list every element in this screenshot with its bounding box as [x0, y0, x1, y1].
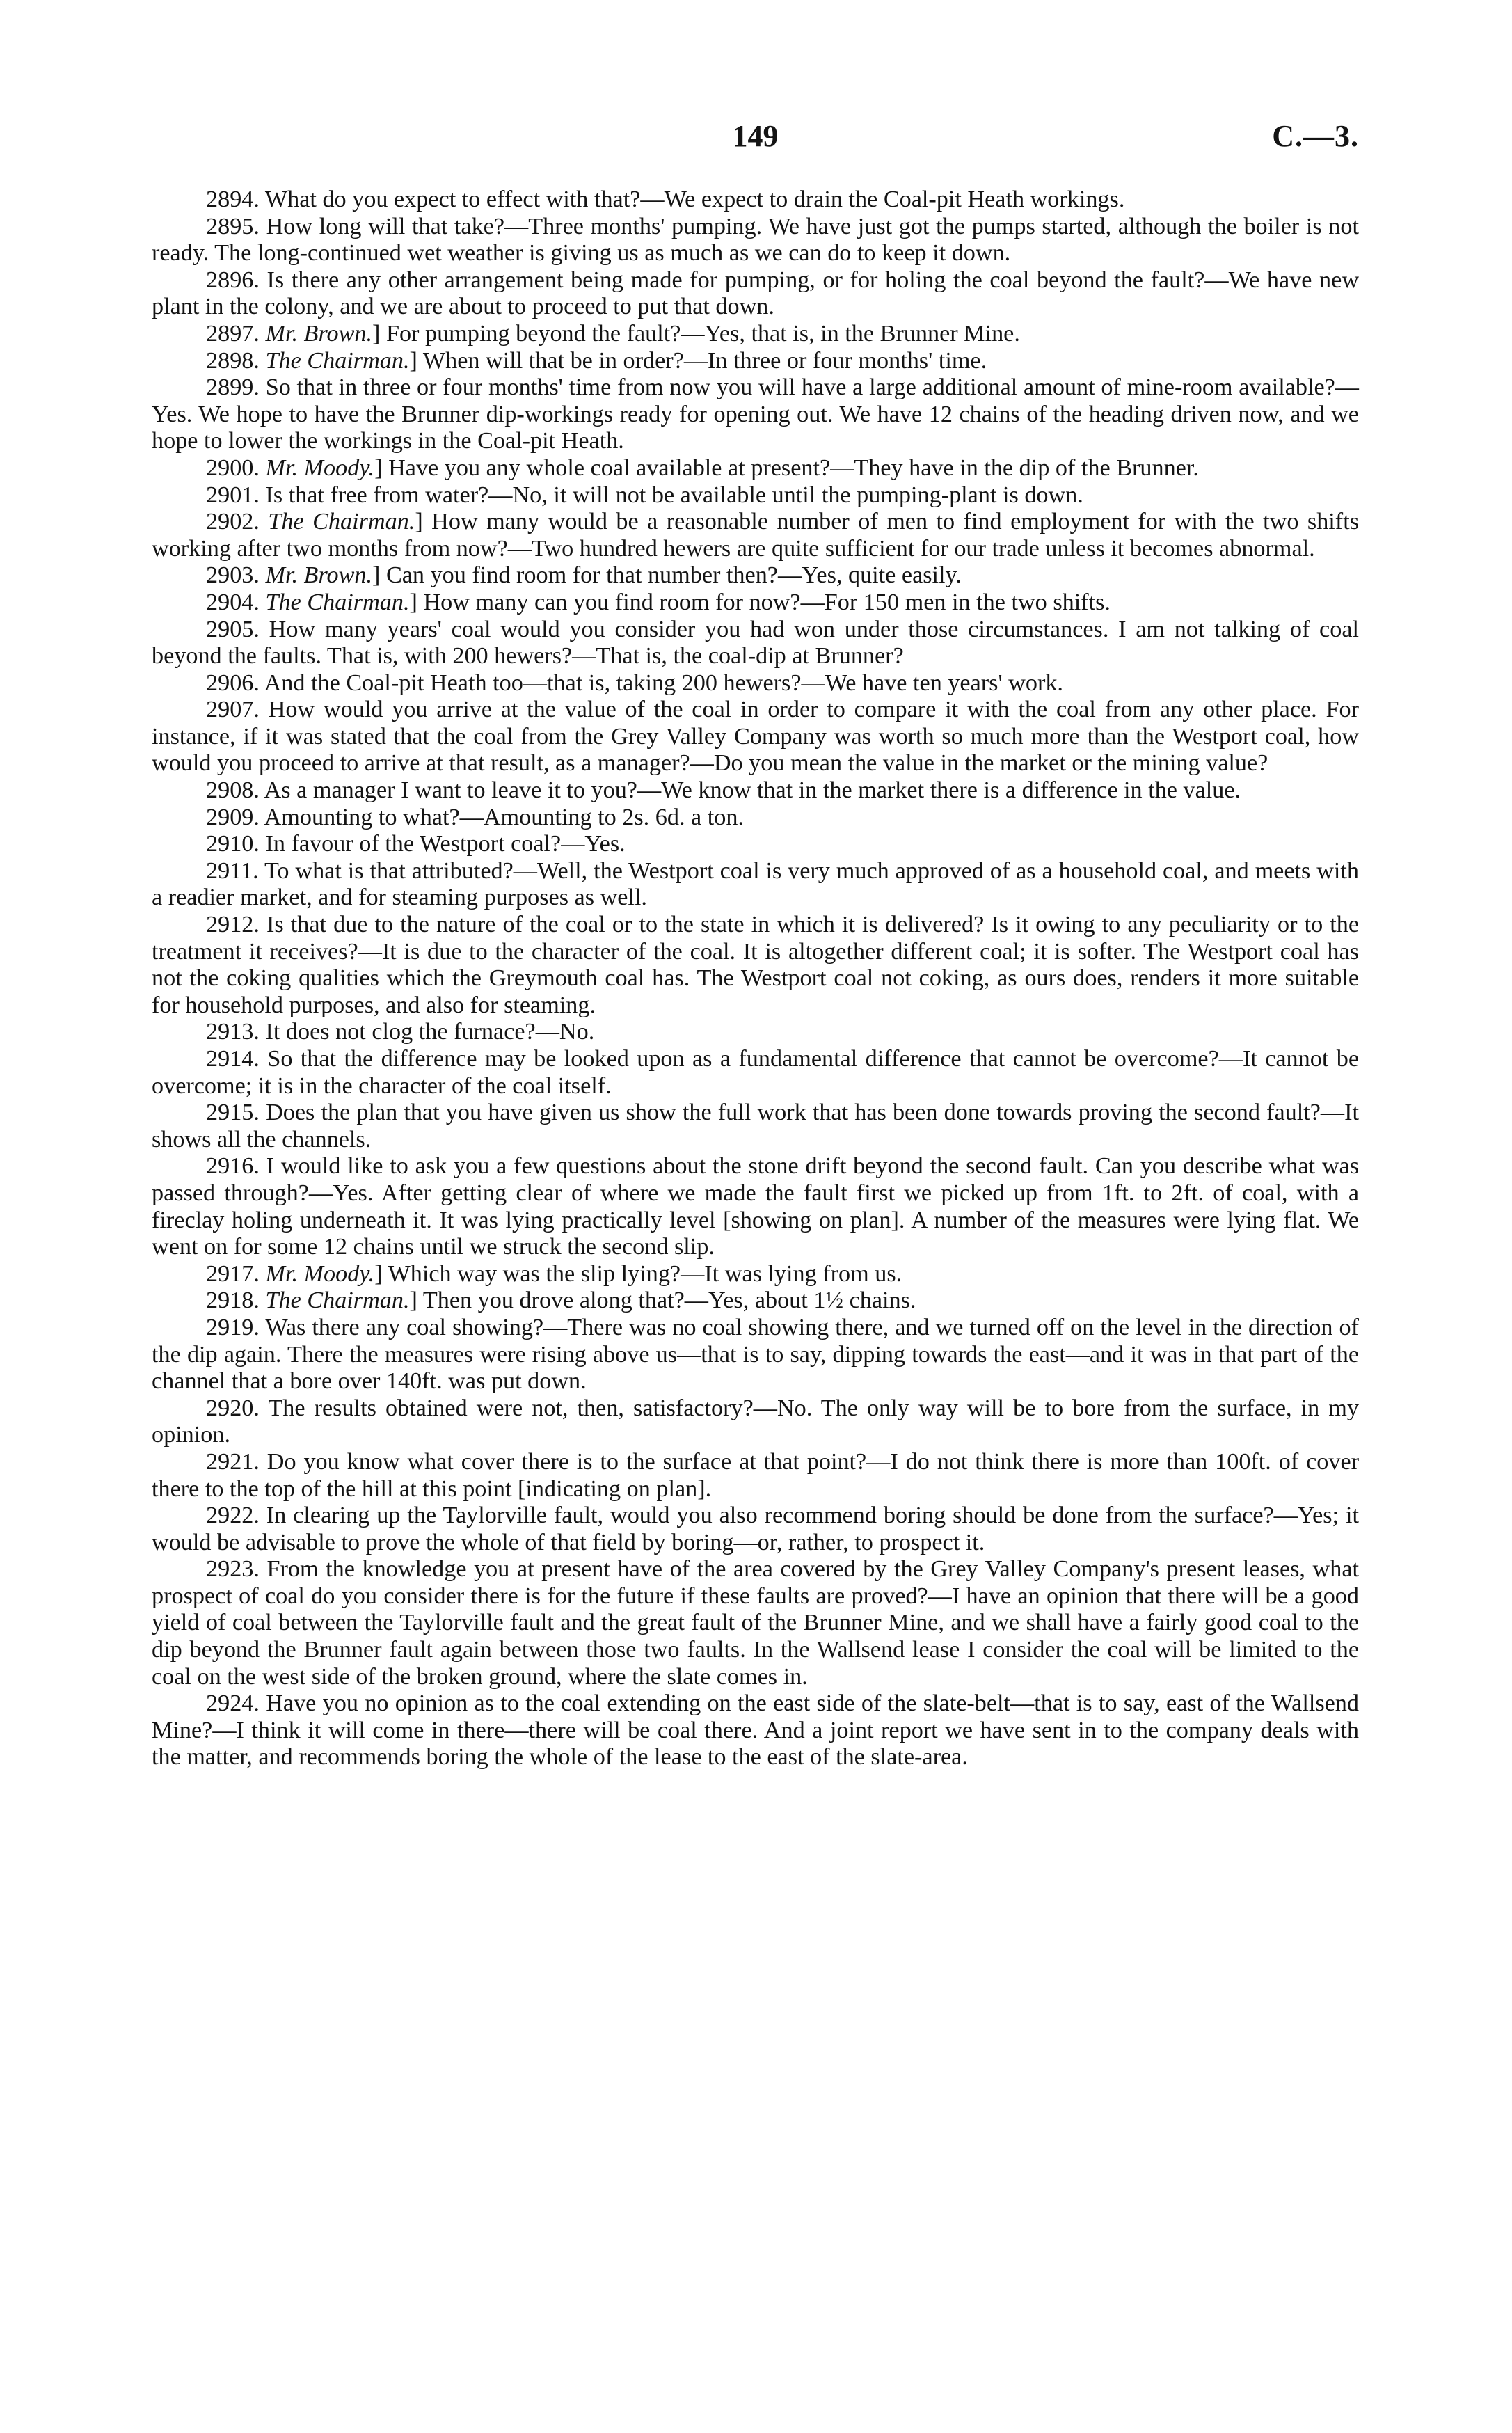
question-number: 2895.	[206, 213, 260, 239]
question-answer-text: From the knowledge you at present have of the area covered by the Grey Valley Company's present leases, what prospect of coal do you consider there is for the future if these faults are proved?—I have an opinion that there will be a good yield of coal between the Taylorville fault and the great fault of the Brunner Mine, and we shall have a fairly good coal to the dip beyond the Brunner fault again between those two faults. In the Wallsend lease I consider the coal will be limited to the coal on the west side of the broken ground, where the slate comes in.	[152, 1556, 1360, 1690]
question-answer-text: So that the difference may be looked upon as a fundamental difference that cannot be overcome?—It cannot be overcome; it is in the character of the coal itself.	[152, 1046, 1359, 1099]
testimony-paragraph	[152, 1503, 1359, 1556]
speaker-bracket: ]	[409, 589, 417, 615]
question-number: 2898.	[206, 347, 260, 374]
question-number: 2908.	[206, 777, 260, 804]
testimony-paragraph	[152, 1019, 1359, 1046]
question-answer-text: How many can you find room for now?—For 150 men in the two shifts.	[423, 589, 1111, 615]
question-answer-text: Then you drove along that?—Yes, about 1½ chains.	[422, 1287, 916, 1314]
question-answer-text: Is that free from water?—No, it will not be available until the pumping-plant is down.	[265, 482, 1083, 508]
question-answer-text: Have you any whole coal available at present?—They have in the dip of the Brunner.	[388, 454, 1199, 481]
question-number: 2914.	[206, 1046, 260, 1072]
question-answer-text: It does not clog the furnace?—No.	[265, 1019, 595, 1045]
testimony-paragraph	[152, 1556, 1359, 1690]
question-number: 2923.	[206, 1556, 260, 1583]
question-answer-text: Do you know what cover there is to the surface at that point?—I do not think there is more than 100ft. of cover there to the top of the hill at this point [indicating on plan].	[152, 1448, 1359, 1502]
question-number: 2921.	[206, 1448, 260, 1475]
testimony-paragraph	[152, 777, 1359, 805]
question-answer-text: In favour of the Westport coal?—Yes.	[265, 831, 626, 857]
speaker-bracket: ]	[415, 509, 423, 535]
question-number: 2920.	[206, 1395, 260, 1421]
question-number: 2899.	[206, 374, 260, 401]
question-number: 2894.	[206, 187, 260, 212]
testimony-paragraph	[152, 1261, 1359, 1288]
question-number: 2903.	[206, 562, 260, 589]
question-answer-text: Which way was the slip lying?—It was lying from us.	[388, 1260, 902, 1287]
testimony-paragraph	[152, 1046, 1359, 1100]
testimony-paragraph	[152, 1395, 1359, 1449]
question-number: 2910.	[206, 831, 260, 857]
testimony-paragraph	[152, 1449, 1359, 1503]
speaker-name: Mr. Moody.	[265, 454, 375, 481]
testimony-paragraph	[152, 1315, 1359, 1395]
testimony-paragraph	[152, 348, 1359, 375]
question-answer-text: For pumping beyond the fault?—Yes, that is, in the Brunner Mine.	[385, 320, 1020, 347]
testimony-paragraph	[152, 482, 1359, 509]
question-number: 2907.	[206, 697, 260, 723]
testimony-paragraph	[152, 321, 1359, 348]
testimony-paragraph	[152, 589, 1359, 617]
question-number: 2905.	[206, 616, 260, 642]
testimony-paragraph	[152, 858, 1359, 912]
testimony-paragraph	[152, 267, 1359, 321]
speaker-bracket: ]	[409, 1287, 417, 1314]
question-number: 2911.	[206, 857, 259, 884]
speaker-bracket: ]	[374, 454, 383, 481]
question-answer-text: Have you no opinion as to the coal extending on the east side of the slate-belt—that is to say, east of the Wallsend Mine?—I think it will come in there—there will be coal there. And a joint report we have sent in to the company deals with the matter, and recommends boring the whole of the lease to the east of the slate-area.	[152, 1690, 1359, 1770]
question-answer-text: Is there any other arrangement being made for pumping, or for holing the coal beyond the fault?—We have new plant in the colony, and we are about to proceed to put that down.	[152, 267, 1360, 320]
speaker-name: Mr. Moody.	[265, 1260, 375, 1287]
question-answer-text: How long will that take?—Three months' pumping. We have just got the pumps started, although the boiler is not ready. The long-continued wet weather is giving us as much as we can do to keep it down.	[152, 213, 1359, 267]
speaker-name: The Chairman.	[265, 1287, 410, 1314]
speaker-bracket: ]	[374, 1260, 383, 1287]
question-number: 2924.	[206, 1690, 260, 1717]
question-number: 2904.	[206, 589, 260, 615]
question-number: 2901.	[206, 482, 260, 508]
question-answer-text: Amounting to what?—Amounting to 2s. 6d. a ton.	[264, 804, 745, 830]
question-answer-text: Is that due to the nature of the coal or to the state in which it is delivered? Is it owing to any peculiarity or to the treatment it receives?—It is due to the character of the coal. It is altogether different coal; it is softer. The Westport coal has not the coking qualities which the Greymouth coal has. The Westport coal not coking, as ours does, renders it more suitable for household purposes, and also for steaming.	[152, 912, 1359, 1018]
testimony-paragraph	[152, 374, 1359, 455]
question-answer-text: The results obtained were not, then, satisfactory?—No. The only way will be to bore from the surface, in my opinion.	[152, 1395, 1359, 1448]
page-number: 149	[732, 119, 779, 153]
question-number: 2913.	[206, 1019, 260, 1045]
speaker-name: Mr. Brown.	[265, 320, 373, 347]
speaker-name: The Chairman.	[265, 347, 410, 374]
speaker-name: Mr. Brown.	[265, 562, 373, 589]
testimony-paragraph	[152, 187, 1359, 214]
question-answer-text: And the Coal-pit Heath too—that is, taking 200 hewers?—We have ten years' work.	[264, 669, 1063, 696]
testimony-paragraph	[152, 805, 1359, 832]
question-answer-text: When will that be in order?—In three or four months' time.	[422, 347, 987, 374]
testimony-paragraph	[152, 1690, 1359, 1771]
testimony-paragraph	[152, 670, 1359, 697]
question-number: 2922.	[206, 1503, 260, 1529]
question-answer-text: Was there any coal showing?—There was no coal showing there, and we turned off on the level in the direction of the dip again. There the measures were rising above us—that is to say, dipping towards the east—and it was in that part of the channel that a bore over 140ft. was put down.	[152, 1314, 1360, 1395]
question-number: 2918.	[206, 1287, 260, 1314]
testimony-paragraph	[152, 697, 1359, 777]
question-answer-text: How many years' coal would you consider you had won under those circumstances. I am not talking of coal beyond the faults. That is, with 200 hewers?—That is, the coal-dip at Brunner?	[152, 616, 1360, 669]
question-number: 2916.	[206, 1153, 260, 1180]
testimony-paragraph	[152, 831, 1359, 858]
question-answer-text: How would you arrive at the value of the coal in order to compare it with the coal from any other place. For instance, if it was stated that the coal from the Grey Valley Company was worth so much more than the Westport coal, how would you proceed to arrive at that result, as a manager?—Do you mean the value in the market or the mining value?	[152, 697, 1359, 777]
question-answer-text: I would like to ask you a few questions about the stone drift beyond the second fault. Can you describe what was passed through?—Yes. After getting clear of where we made the fault first we picked up from 1ft. to 2ft. of coal, with a fireclay holing underneath it. It was lying practically level [showing on plan]. A number of the measures were lying flat. We went on for some 12 chains until we struck the second slip.	[152, 1153, 1360, 1260]
question-answer-text: As a manager I want to leave it to you?—We know that in the market there is a difference in the value.	[264, 777, 1241, 804]
question-number: 2897.	[206, 320, 260, 347]
testimony-body	[152, 187, 1359, 1771]
speaker-bracket: ]	[372, 320, 381, 347]
testimony-paragraph	[152, 912, 1359, 1019]
speaker-bracket: ]	[409, 347, 417, 374]
document-reference: C.—3.	[1272, 119, 1359, 153]
question-answer-text: Does the plan that you have given us show the full work that has been done towards proving the second fault?—It shows all the channels.	[152, 1100, 1359, 1152]
speaker-name: The Chairman.	[265, 589, 410, 615]
question-number: 2912.	[206, 912, 260, 938]
testimony-paragraph	[152, 1100, 1359, 1153]
question-number: 2896.	[206, 267, 260, 293]
testimony-paragraph	[152, 617, 1359, 670]
question-answer-text: So that in three or four months' time from now you will have a large additional amount of mine-room available?—Yes. We hope to have the Brunner dip-workings ready for opening out. We have 12 chains of the heading driven now, and we hope to lower the workings in the Coal-pit Heath.	[152, 374, 1359, 454]
question-number: 2909.	[206, 804, 260, 830]
testimony-paragraph	[152, 455, 1359, 482]
question-answer-text: What do you expect to effect with that?—We expect to drain the Coal-pit Heath workings.	[264, 187, 1125, 212]
speaker-bracket: ]	[372, 562, 381, 589]
question-number: 2915.	[206, 1100, 260, 1126]
question-answer-text: To what is that attributed?—Well, the Westport coal is very much approved of as a household coal, and meets with a readier market, and for steaming purposes as well.	[152, 857, 1359, 911]
page-header	[152, 118, 1359, 160]
speaker-name: The Chairman.	[268, 509, 415, 535]
question-answer-text: In clearing up the Taylorville fault, would you also recommend boring should be done from the surface?—Yes; it would be advisable to prove the whole of that field by boring—or, rather, to prospect it.	[152, 1503, 1360, 1555]
testimony-paragraph	[152, 214, 1359, 267]
question-number: 2919.	[206, 1314, 260, 1340]
question-answer-text: Can you find room for that number then?—Yes, quite easily.	[385, 562, 962, 589]
testimony-paragraph	[152, 1153, 1359, 1260]
question-number: 2917.	[206, 1260, 260, 1287]
testimony-paragraph	[152, 1287, 1359, 1315]
question-number: 2902.	[206, 509, 260, 535]
question-number: 2906.	[206, 669, 260, 696]
question-answer-text: How many would be a reasonable number of men to find employment for with the two shifts working after two months from now?—Two hundred hewers are quite sufficient for our trade unless it becomes abnormal.	[152, 509, 1359, 562]
testimony-paragraph	[152, 509, 1359, 562]
testimony-paragraph	[152, 562, 1359, 589]
question-number: 2900.	[206, 454, 260, 481]
